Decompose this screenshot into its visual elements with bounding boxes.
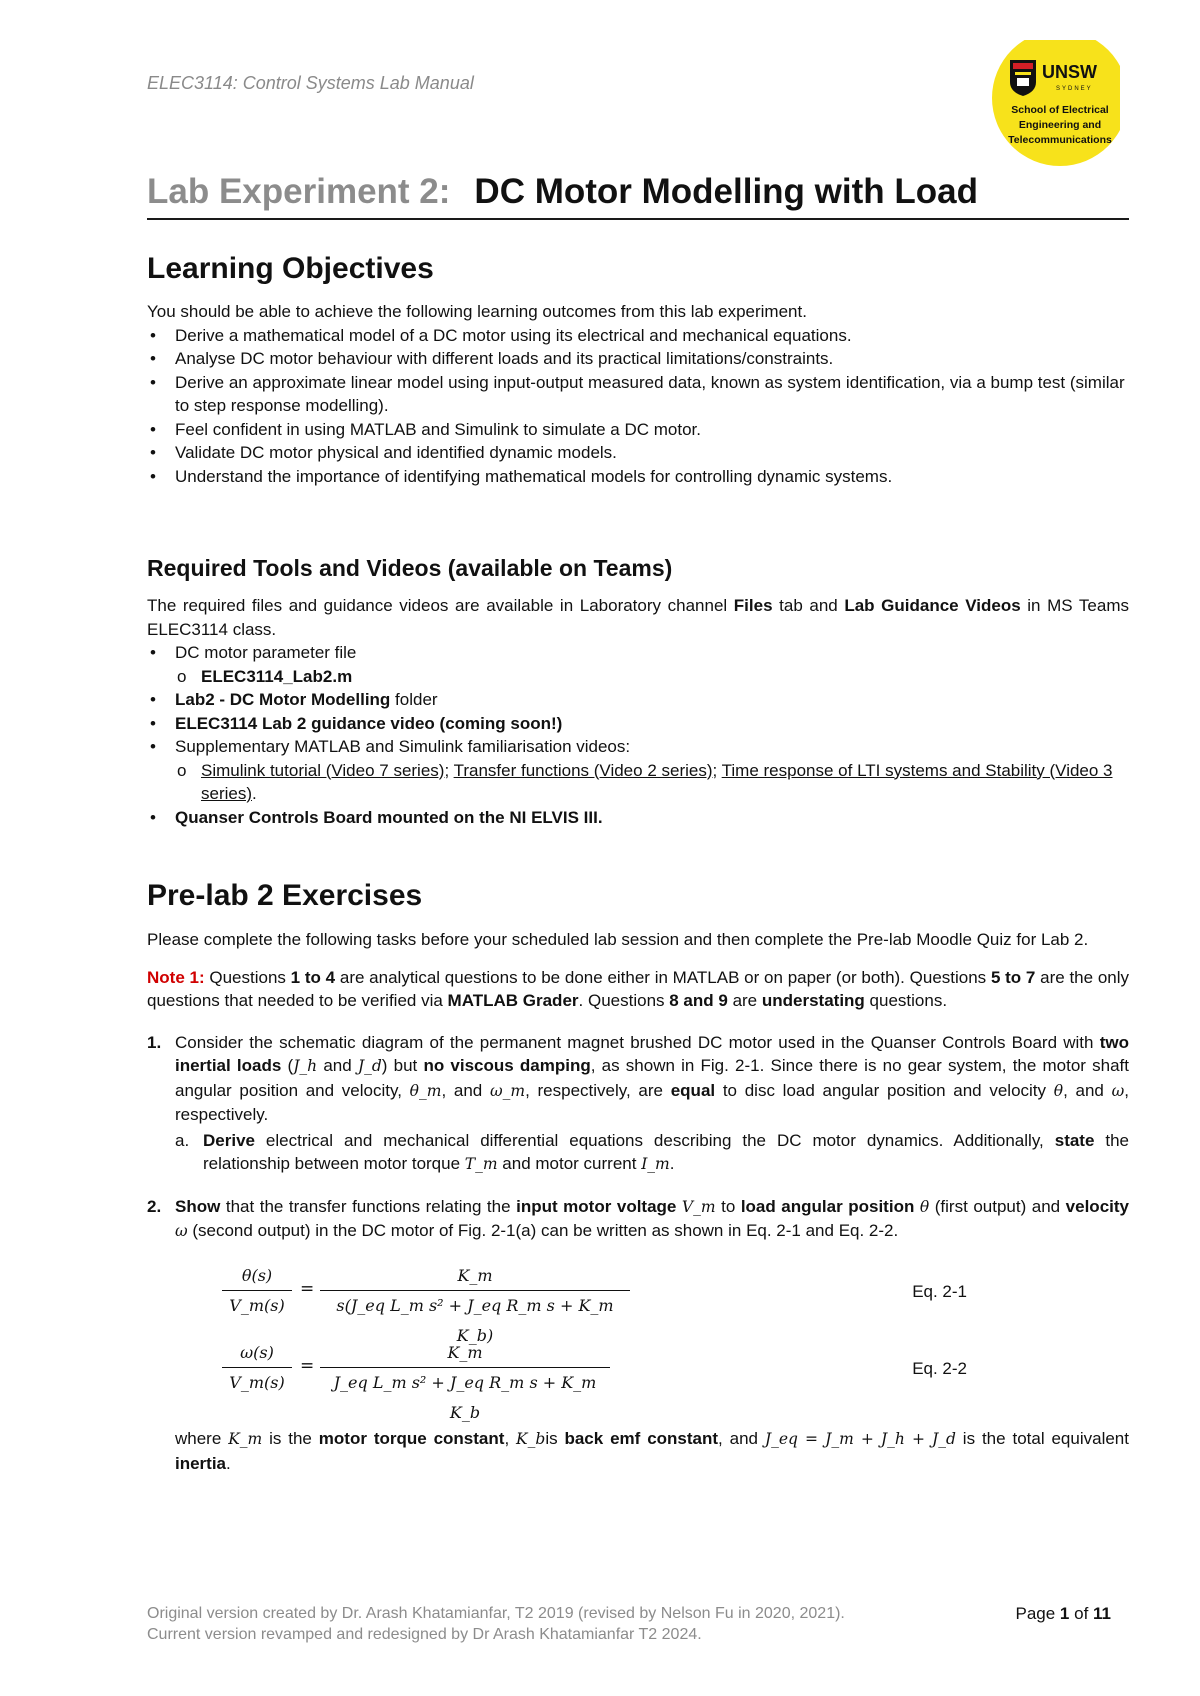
eq1-label: Eq. 2-1: [912, 1282, 967, 1301]
objectives-list: [147, 324, 1129, 489]
eq1-rhs: $\frac{K\_m}{\text{s(J\_eq L\_m s² + J\_eq R\_m s + K\_m K\_b)}}$: [320, 1262, 630, 1321]
sub-list-item: o ELEC3114_Lab2.m: [147, 665, 1129, 689]
question-1: 1. Consider the schematic diagram of the permanent magnet brushed DC motor used in the Quanser Controls Board with two inertial loads (J_h and J_d) but no viscous damping, as shown in Fig. 2-1. Since there is no gear system, the motor shaft angular position and velocity, θ_m, and ω_m, respectively, are equal to disc load angular position and velocity θ, and ω, respectively. a. Derive electrical and mechanical differential equations describing the DC motor dynamics. Additionally, state the relationship between motor torque T_m and motor current I_m.: [147, 1031, 1129, 1177]
page-number: Page 1 of 11: [1015, 1604, 1111, 1623]
list-item: • Quanser Controls Board mounted on the NI ELVIS III.: [147, 806, 1129, 830]
lab-label: Lab Experiment 2:: [147, 172, 451, 211]
logo-sydney-text: SYDNEY: [1056, 86, 1093, 92]
prelab-intro: Please complete the following tasks before your scheduled lab session and then complete the Pre-lab Moodle Quiz for Lab 2.: [147, 930, 1089, 949]
tools-section: [147, 554, 1129, 829]
footer-line2: Current version revamped and redesigned by Dr Arash Khatamianfar T2 2024.: [147, 1626, 702, 1643]
question-1a: a. Derive electrical and mechanical differential equations describing the DC motor dynamics. Additionally, state the relationship between motor torque T_m and motor current I_m.: [175, 1130, 1129, 1173]
prelab-section: [147, 878, 1129, 1244]
list-item: • Lab2 - DC Motor Modelling folder: [147, 688, 1129, 712]
tools-list: [147, 641, 1129, 829]
running-head: ELEC3114: Control Systems Lab Manual: [147, 73, 474, 93]
list-item: • Supplementary MATLAB and Simulink familiarisation videos: o Simulink tutorial (Video 7 series); Transfer functions (Video 2 series); Time response of LTI systems and Stability (Video 3 series).: [147, 735, 1129, 806]
equation-2-2: $\frac{\omega(s)}{V\_m(s)}$ = $\frac{K\_m}{\text{J\_eq L\_m s² + J\_eq R\_m s + K\_m K\_b}}$ Eq. 2-2: [0, 1339, 982, 1403]
crest-icon: [1010, 60, 1036, 96]
prelab-note: Note 1: Questions 1 to 4 are analytical questions to be done either in MATLAB or on paper (or both). Questions 5 to 7 are the only questions that needed to be verified via MATLAB Grader. Questions 8 and 9 are understating questions.: [147, 967, 1130, 1010]
list-item: • DC motor parameter file o ELEC3114_Lab2.m: [147, 641, 1129, 688]
link-transfer-functions[interactable]: Transfer functions (Video 2 series): [453, 760, 713, 780]
logo-unsw-text: UNSW: [1042, 62, 1097, 82]
unsw-logo-graphic: [960, 40, 1120, 170]
question-2: 2. Show that the transfer functions relating the input motor voltage V_m to load angular position θ (first output) and velocity ω (second output) in the DC motor of Fig. 2-1(a) can be written as shown in Eq. 2-1 and Eq. 2-2.: [147, 1196, 1129, 1240]
link-time-response[interactable]: Time response of LTI systems and Stability (Video 3 series): [201, 760, 1113, 803]
prelab-heading: Pre-lab 2 Exercises: [147, 879, 423, 912]
objectives-heading: Learning Objectives: [147, 252, 434, 285]
objectives-intro: You should be able to achieve the following learning outcomes from this lab experiment.: [147, 302, 807, 321]
list-item: • Understand the importance of identifying mathematical models for controlling dynamic systems.: [147, 465, 1129, 489]
eq2-lhs: $\frac{\omega(s)}{V\_m(s)}$: [222, 1339, 292, 1398]
eq1-lhs: $\frac{\theta(s)}{V\_m(s)}$: [222, 1262, 292, 1321]
lab-name: DC Motor Modelling with Load: [474, 172, 978, 211]
logo-school-line2: Engineering and: [1018, 119, 1102, 131]
list-item: • Derive a mathematical model of a DC motor using its electrical and mechanical equations.: [147, 324, 1129, 348]
logo-school-line1: School of Electrical: [1011, 104, 1109, 116]
page-footer: [147, 1603, 1129, 1645]
objectives-section: [147, 252, 1129, 488]
list-item: • ELEC3114 Lab 2 guidance video (coming soon!): [147, 712, 1129, 736]
equation-where-text: where K_m is the motor torque constant, K_bis back emf constant, and J_eq = J_m + J_h + J_d is the total equivalent inertia.: [175, 1429, 1129, 1473]
logo-school-line3: Telecommunications: [1008, 134, 1112, 146]
list-item: • Analyse DC motor behaviour with different loads and its practical limitations/constraints.: [147, 347, 1129, 371]
page-title: [147, 172, 1129, 220]
tools-heading: Required Tools and Videos (available on Teams): [147, 555, 673, 581]
list-item: • Feel confident in using MATLAB and Simulink to simulate a DC motor.: [147, 418, 1129, 442]
tools-intro: The required files and guidance videos are available in Laboratory channel Files tab and Lab Guidance Videos in MS Teams ELEC3114 class.: [147, 596, 1129, 639]
equation-2-1: $\frac{\theta(s)}{V\_m(s)}$ = $\frac{K\_m}{\text{s(J\_eq L\_m s² + J\_eq R\_m s + K\_m K\_b)}}$ Eq. 2-1: [0, 1262, 982, 1326]
list-item: • Validate DC motor physical and identified dynamic models.: [147, 441, 1129, 465]
footer-line1: Original version created by Dr. Arash Khatamianfar, T2 2019 (revised by Nelson Fu in 2020, 2021).: [147, 1605, 845, 1622]
list-item: • Derive an approximate linear model using input-output measured data, known as system identification, via a bump test (similar to step response modelling).: [147, 371, 1129, 418]
eq2-rhs: $\frac{K\_m}{\text{J\_eq L\_m s² + J\_eq R\_m s + K\_m K\_b}}$: [320, 1339, 610, 1398]
unsw-logo: [960, 40, 1120, 170]
link-simulink-tutorial[interactable]: Simulink tutorial (Video 7 series): [201, 760, 445, 780]
sub-list-item: o Simulink tutorial (Video 7 series); Transfer functions (Video 2 series); Time response of LTI systems and Stability (Video 3 series).: [147, 759, 1129, 806]
eq2-label: Eq. 2-2: [912, 1359, 967, 1378]
